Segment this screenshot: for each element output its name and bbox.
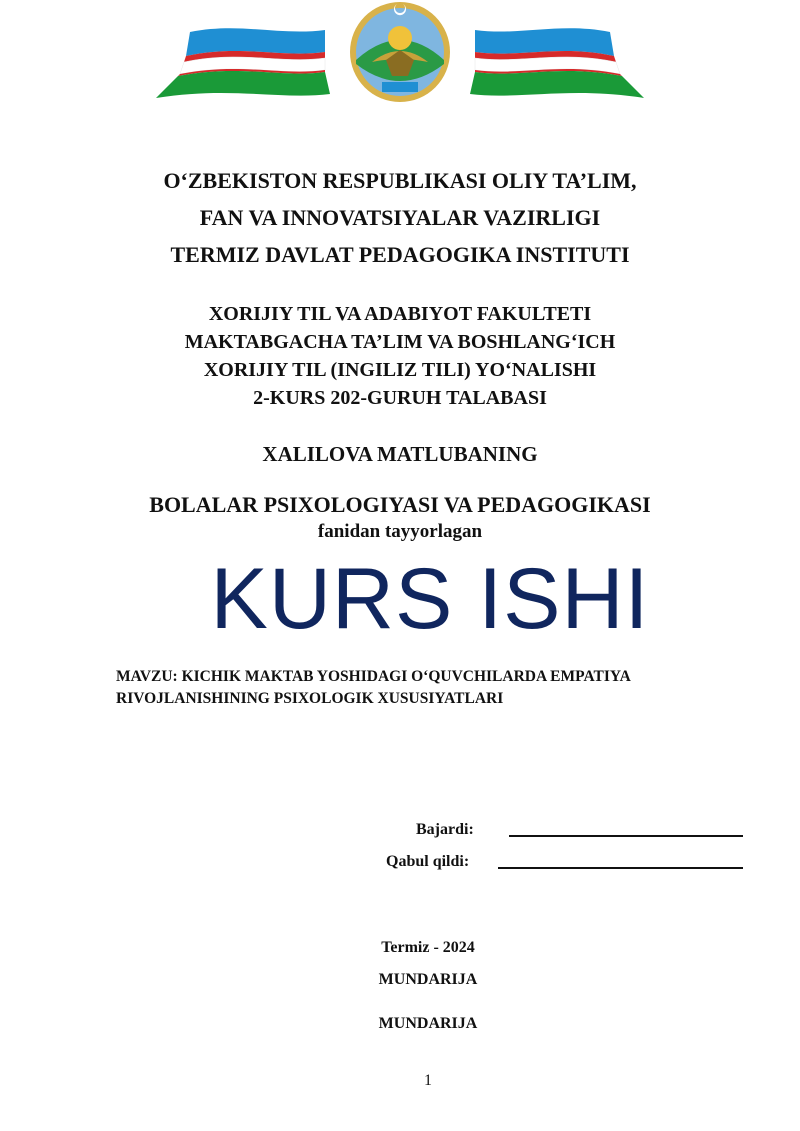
faculty-line-1: XORIJIY TIL VA ADABIYOT FAKULTETI [208,303,592,325]
accepted-by-line [498,867,743,869]
done-by-line [509,835,743,837]
faculty-line-3: XORIJIY TIL (INGILIZ TILI) YO‘NALISHI [203,359,597,381]
done-by-label: Bajardi: [416,821,474,838]
document-type-title: KURS ISHI [210,551,650,647]
uzbekistan-emblem-icon [150,0,650,110]
ministry-line-1: O‘ZBEKISTON RESPUBLIKASI OLIY TA’LIM, [163,168,637,193]
subject-prepared: fanidan tayyorlagan [317,521,483,542]
faculty-line-4: 2-KURS 202-GURUH TALABASI [253,387,547,409]
contents-heading-2: MUNDARIJA [378,1015,478,1032]
ministry-line-2: FAN VA INNOVATSIYALAR VAZIRLIGI [199,205,601,230]
student-name: XALILOVA MATLUBANING [262,442,538,466]
topic-line-1: MAVZU: KICHIK MAKTAB YOSHIDAGI O‘QUVCHILARDA EMPATIYA [116,668,631,685]
accepted-by-label: Qabul qildi: [386,853,470,870]
city-year: Termiz - 2024 [381,939,475,956]
contents-heading-1: MUNDARIJA [378,971,478,988]
topic-line-2: RIVOJLANISHINING PSIXOLOGIK XUSUSIYATLARI [116,690,504,707]
institute-name: TERMIZ DAVLAT PEDAGOGIKA INSTITUTI [170,242,630,267]
subject-name: BOLALAR PSIXOLOGIYASI VA PEDAGOGIKASI [149,492,651,517]
page-number: 1 [424,1072,432,1089]
emblem-banner [150,0,650,110]
faculty-line-2: MAKTABGACHA TA’LIM VA BOSHLANG‘ICH [184,331,616,353]
